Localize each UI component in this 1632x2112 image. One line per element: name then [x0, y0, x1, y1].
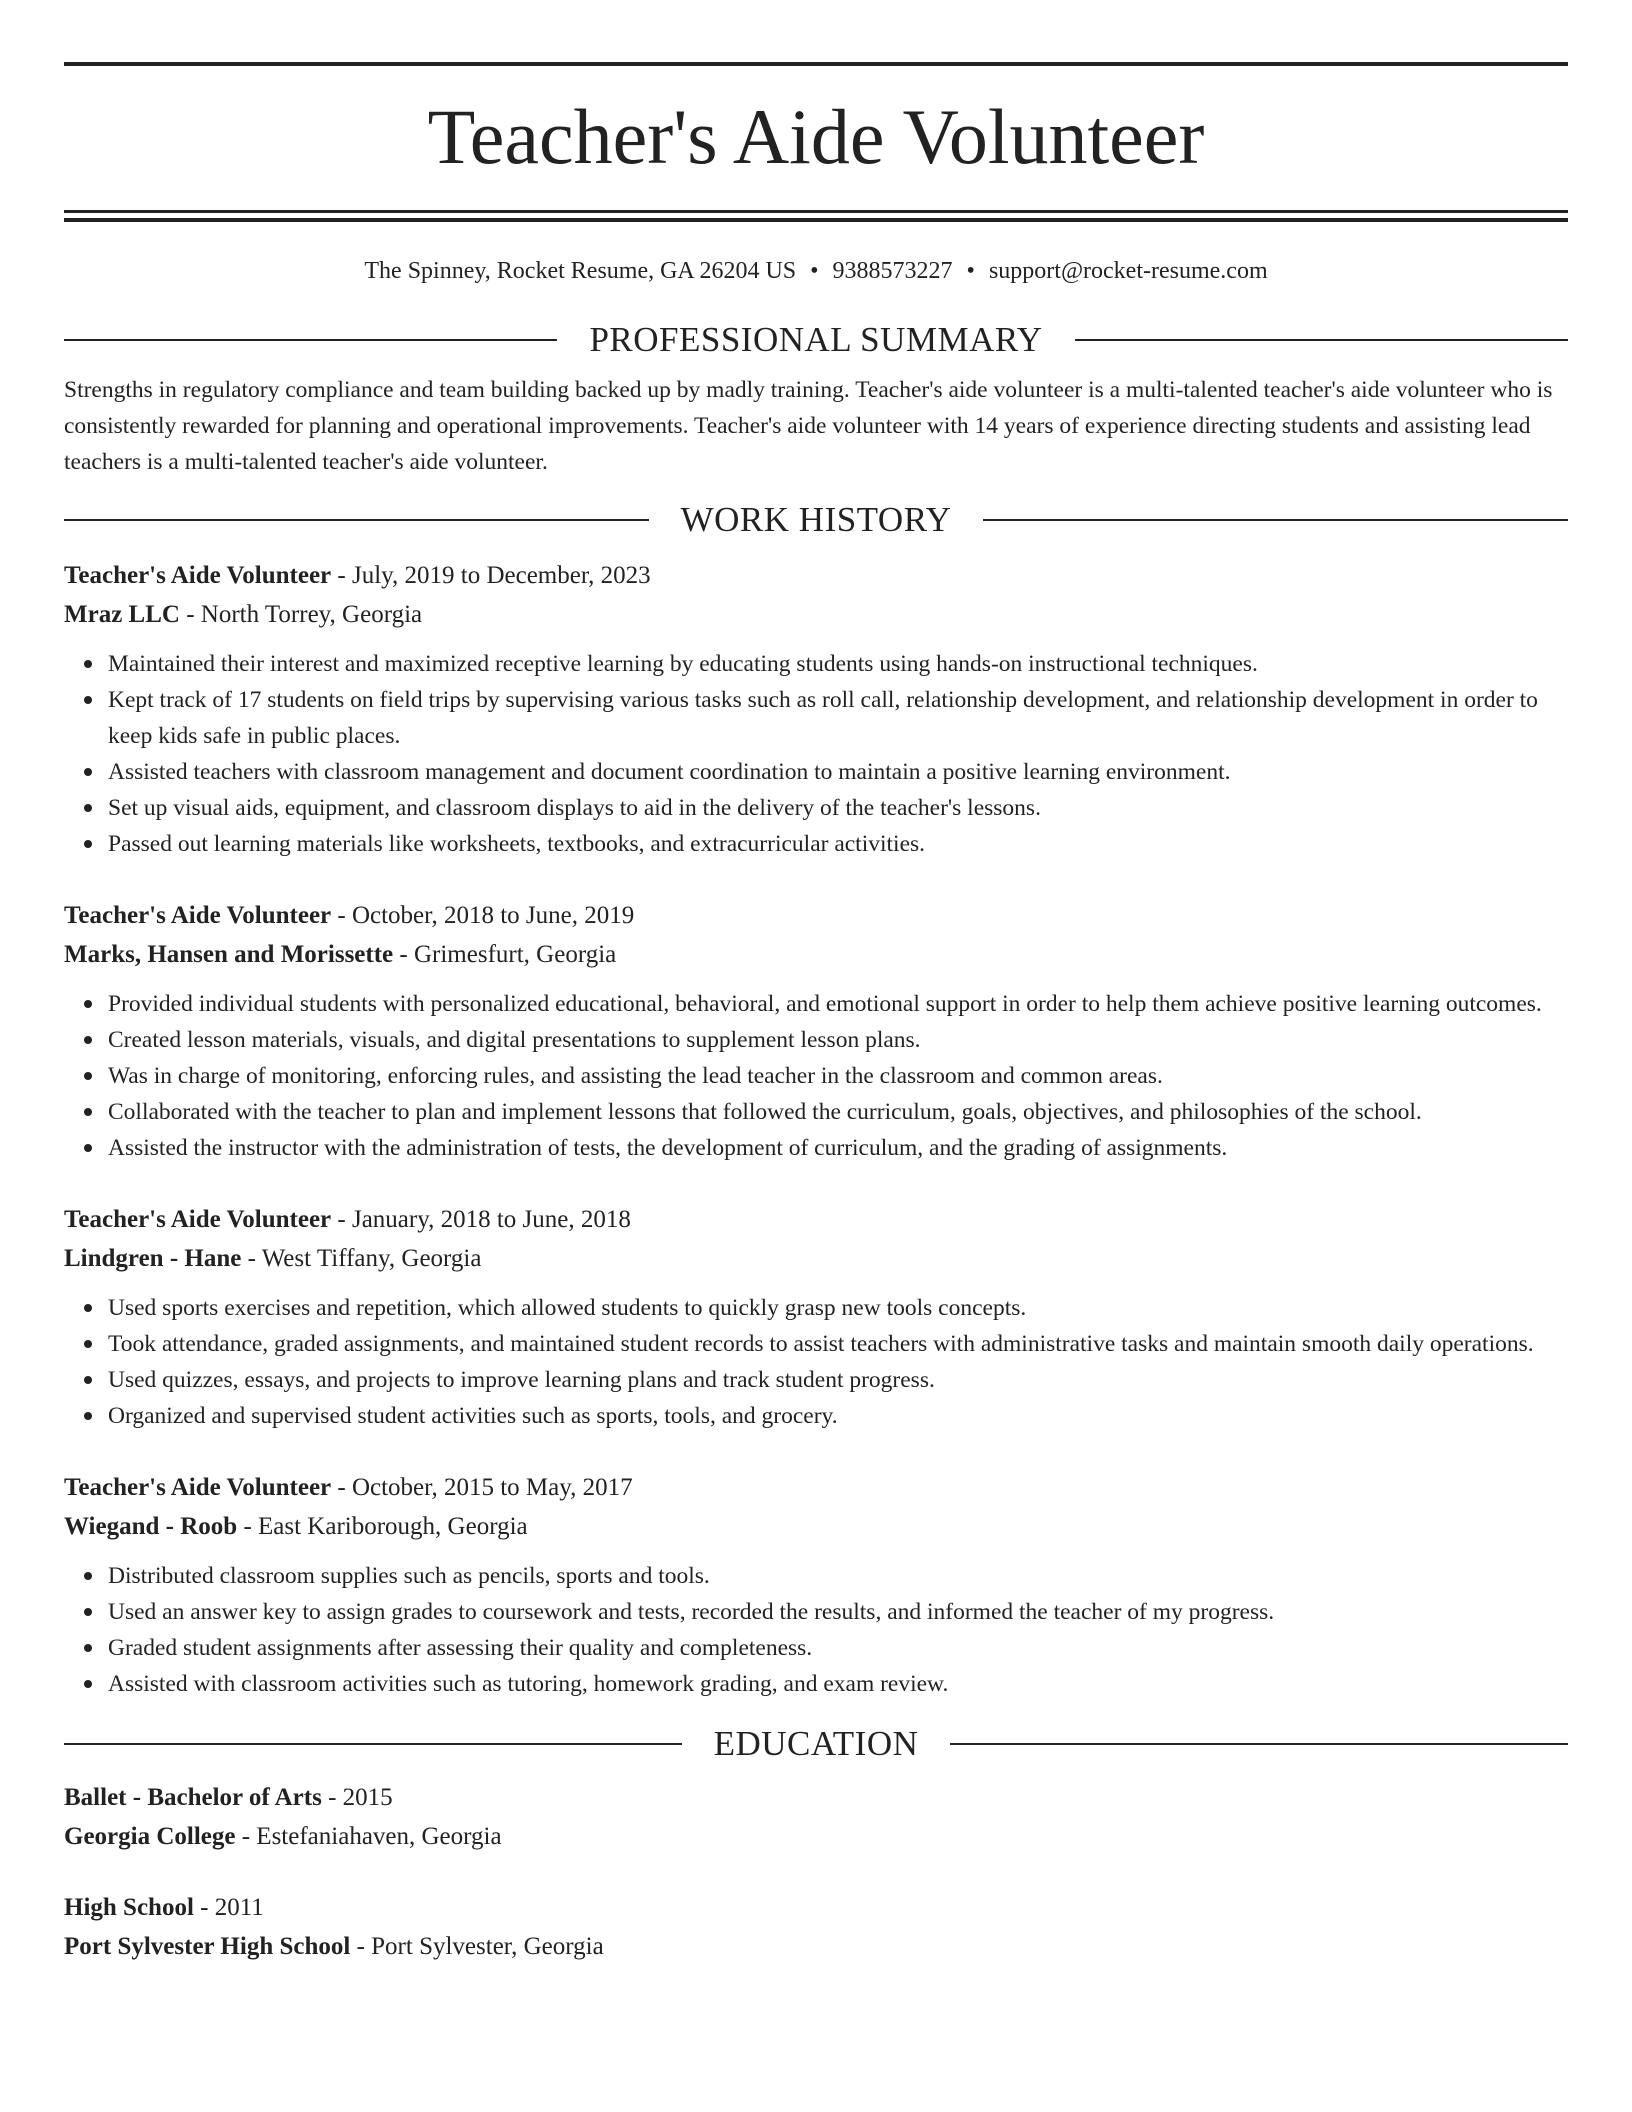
- job-entry: [64, 1200, 1568, 1434]
- bullet-text: Assisted the instructor with the administration of tests, the development of curriculum, and the grading of assignments.: [108, 1135, 1228, 1161]
- bullet-dot-icon: [84, 1340, 92, 1348]
- graduation-year: - 2015: [321, 1784, 393, 1811]
- bullet-text: Took attendance, graded assignments, and maintained student records to assist teachers with administrative tasks and maintain smooth daily operations.: [108, 1331, 1534, 1357]
- bullet-dot-icon: [84, 804, 92, 812]
- job-title: Teacher's Aide Volunteer: [64, 562, 332, 589]
- job-dates: - October, 2018 to June, 2019: [331, 902, 635, 929]
- bullet-dot-icon: [84, 1072, 92, 1080]
- bullet-dot-icon: [84, 1572, 92, 1580]
- bullet-item: [108, 1130, 1568, 1166]
- job-entry: [64, 1468, 1568, 1702]
- bullet-dot-icon: [84, 840, 92, 848]
- bullet-dot-icon: [84, 1680, 92, 1688]
- bullet-item: [108, 1558, 1568, 1594]
- bullet-text: Was in charge of monitoring, enforcing rules, and assisting the lead teacher in the classroom and common areas.: [108, 1063, 1163, 1089]
- bullet-item: [108, 1326, 1568, 1362]
- heading-rule-right: [950, 1743, 1568, 1745]
- job-entry: [64, 896, 1568, 1166]
- bullet-dot-icon: [84, 1108, 92, 1116]
- job-dates: - July, 2019 to December, 2023: [331, 562, 651, 589]
- job-bullets: [64, 986, 1568, 1166]
- heading-rule-left: [64, 519, 649, 521]
- work-section-heading: [64, 500, 1568, 540]
- bullet-item: [108, 682, 1568, 754]
- bullet-dot-icon: [84, 1644, 92, 1652]
- contact-separator: •: [810, 258, 819, 284]
- bullet-item: [108, 1594, 1568, 1630]
- heading-rule-left: [64, 1743, 682, 1745]
- job-bullets: [64, 646, 1568, 862]
- bullet-text: Assisted teachers with classroom management and document coordination to maintain a positive learning environment.: [108, 759, 1231, 785]
- job-title-line: [64, 1468, 1568, 1507]
- bullet-item: [108, 1094, 1568, 1130]
- job-location: - East Kariborough, Georgia: [237, 1513, 528, 1540]
- bullet-dot-icon: [84, 768, 92, 776]
- heading-rule-right: [1075, 339, 1568, 341]
- school-name: Port Sylvester High School: [64, 1933, 351, 1960]
- bullet-dot-icon: [84, 1304, 92, 1312]
- job-title-line: [64, 896, 1568, 935]
- bullet-item: [108, 646, 1568, 682]
- job-title-line: [64, 1200, 1568, 1239]
- bullet-item: [108, 790, 1568, 826]
- job-company: Marks, Hansen and Morissette: [64, 941, 394, 968]
- education-entry: [64, 1778, 1568, 1856]
- bullet-item: [108, 1290, 1568, 1326]
- bullet-item: [108, 1058, 1568, 1094]
- school-location: - Port Sylvester, Georgia: [350, 1933, 604, 1960]
- graduation-year: - 2011: [193, 1894, 264, 1921]
- summary-heading: PROFESSIONAL SUMMARY: [589, 320, 1043, 359]
- job-company-line: [64, 1239, 1568, 1278]
- degree: High School: [64, 1894, 194, 1921]
- bullet-dot-icon: [84, 1000, 92, 1008]
- degree: Ballet - Bachelor of Arts: [64, 1784, 322, 1811]
- job-bullets: [64, 1290, 1568, 1434]
- bullet-item: [108, 1362, 1568, 1398]
- contact-phone: 9388573227: [832, 258, 953, 284]
- bullet-text: Kept track of 17 students on field trips by supervising various tasks such as roll call, relationship development, and relationship development in order to keep kids safe in public places.: [108, 687, 1538, 749]
- degree-line: [64, 1888, 1568, 1927]
- job-entry: [64, 556, 1568, 862]
- contact-email: support@rocket-resume.com: [988, 258, 1268, 284]
- heading-rule-right: [983, 519, 1568, 521]
- bullet-text: Organized and supervised student activities such as sports, tools, and grocery.: [108, 1403, 838, 1429]
- bullet-text: Passed out learning materials like worksheets, textbooks, and extracurricular activities.: [108, 831, 926, 857]
- bullet-text: Graded student assignments after assessing their quality and completeness.: [108, 1635, 813, 1661]
- education-heading: EDUCATION: [713, 1724, 919, 1763]
- job-title: Teacher's Aide Volunteer: [64, 902, 332, 929]
- job-company: Lindgren - Hane: [64, 1245, 242, 1272]
- bullet-text: Set up visual aids, equipment, and classroom displays to aid in the delivery of the teacher's lessons.: [108, 795, 1041, 821]
- bullet-item: [108, 1022, 1568, 1058]
- job-company-line: [64, 1507, 1568, 1546]
- bullet-text: Maintained their interest and maximized receptive learning by educating students using hands-on instructional techniques.: [108, 651, 1258, 677]
- contact-separator: •: [966, 258, 975, 284]
- bullet-text: Created lesson materials, visuals, and digital presentations to supplement lesson plans.: [108, 1027, 921, 1053]
- bullet-item: [108, 1630, 1568, 1666]
- job-title: Teacher's Aide Volunteer: [64, 1474, 332, 1501]
- bullet-text: Distributed classroom supplies such as pencils, sports and tools.: [108, 1563, 710, 1589]
- bullet-dot-icon: [84, 696, 92, 704]
- bullet-item: [108, 1666, 1568, 1702]
- bullet-item: [108, 754, 1568, 790]
- education-entry: [64, 1888, 1568, 1966]
- job-company-line: [64, 595, 1568, 634]
- bullet-dot-icon: [84, 1412, 92, 1420]
- work-heading: WORK HISTORY: [680, 500, 952, 539]
- summary-section-heading: [64, 320, 1568, 360]
- candidate-name: Teacher's Aide Volunteer: [427, 93, 1205, 180]
- summary-text: Strengths in regulatory compliance and team building backed up by madly training. Teacher's aide volunteer is a multi-talented teacher's aide volunteer who is consistently rewarded for planning and operational improvements. Teacher's aide volunteer with 14 years of experience directing students and assisting lead teachers is a multi-talented teacher's aide volunteer.: [64, 377, 1553, 475]
- job-company: Wiegand - Roob: [64, 1513, 238, 1540]
- bullet-text: Provided individual students with personalized educational, behavioral, and emotional support in order to help them achieve positive learning outcomes.: [108, 991, 1542, 1017]
- job-title: Teacher's Aide Volunteer: [64, 1206, 332, 1233]
- job-location: - West Tiffany, Georgia: [241, 1245, 482, 1272]
- bullet-text: Used quizzes, essays, and projects to improve learning plans and track student progress.: [108, 1367, 935, 1393]
- bullet-item: [108, 986, 1568, 1022]
- bullet-text: Collaborated with the teacher to plan and implement lessons that followed the curriculum, goals, objectives, and philosophies of the school.: [108, 1099, 1422, 1125]
- bullet-item: [108, 826, 1568, 862]
- job-title-line: [64, 556, 1568, 595]
- job-company: Mraz LLC: [64, 601, 180, 628]
- job-dates: - January, 2018 to June, 2018: [331, 1206, 631, 1233]
- school-name: Georgia College: [64, 1823, 236, 1850]
- degree-line: [64, 1778, 1568, 1817]
- education-section-heading: [64, 1724, 1568, 1764]
- contact-address: The Spinney, Rocket Resume, GA 26204 US: [364, 258, 797, 284]
- bullet-dot-icon: [84, 660, 92, 668]
- double-rule: [64, 210, 1568, 222]
- job-company-line: [64, 935, 1568, 974]
- bullet-text: Used sports exercises and repetition, which allowed students to quickly grasp new tools concepts.: [108, 1295, 1027, 1321]
- school-line: [64, 1817, 1568, 1856]
- bullet-text: Used an answer key to assign grades to coursework and tests, recorded the results, and informed the teacher of my progress.: [108, 1599, 1275, 1625]
- school-line: [64, 1927, 1568, 1966]
- bullet-dot-icon: [84, 1036, 92, 1044]
- job-location: - Grimesfurt, Georgia: [393, 941, 617, 968]
- top-rule: [64, 62, 1568, 66]
- contact-line: [64, 256, 1568, 286]
- bullet-dot-icon: [84, 1608, 92, 1616]
- job-location: - North Torrey, Georgia: [179, 601, 423, 628]
- bullet-dot-icon: [84, 1376, 92, 1384]
- job-dates: - October, 2015 to May, 2017: [331, 1474, 633, 1501]
- bullet-text: Assisted with classroom activities such as tutoring, homework grading, and exam review.: [108, 1671, 949, 1697]
- job-bullets: [64, 1558, 1568, 1702]
- bullet-dot-icon: [84, 1144, 92, 1152]
- heading-rule-left: [64, 339, 557, 341]
- school-location: - Estefaniahaven, Georgia: [235, 1823, 502, 1850]
- bullet-item: [108, 1398, 1568, 1434]
